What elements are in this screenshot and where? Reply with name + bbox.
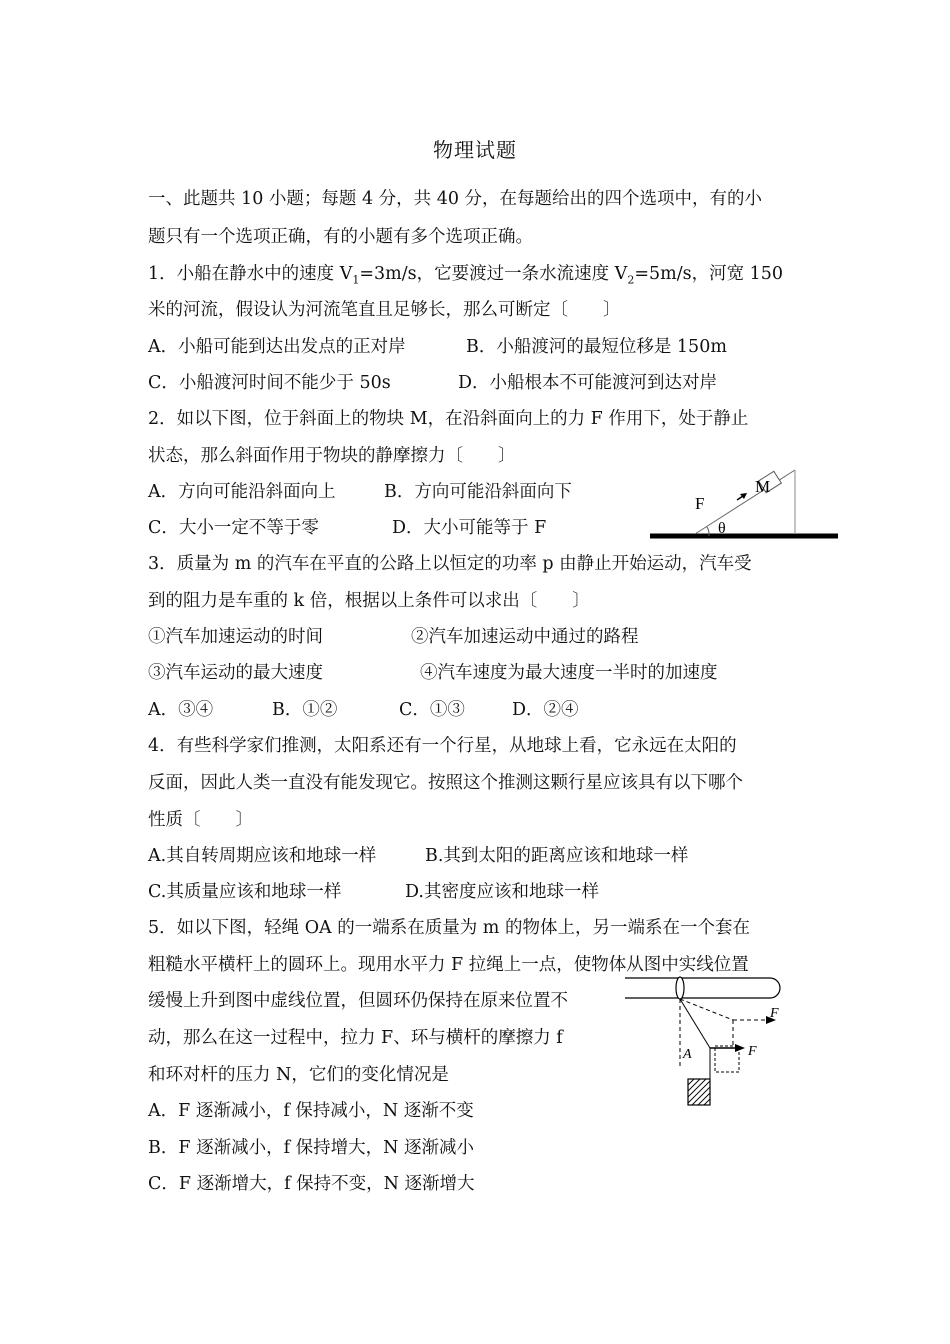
q1-sub1: 1 xyxy=(352,273,360,287)
q1-option-c: C．小船渡河时间不能少于 50s xyxy=(148,373,391,393)
q4-option-b: B.其到太阳的距离应该和地球一样 xyxy=(425,846,689,866)
label-f-upper: F xyxy=(770,1006,779,1021)
section-intro-line2: 题只有一个选项正确，有的小题有多个选项正确。 xyxy=(148,227,533,247)
label-f: F xyxy=(695,494,705,513)
q3-option-d: D．②④ xyxy=(512,700,579,720)
q5-stem-line5: 和环对杆的压力 N，它们的变化情况是 xyxy=(148,1065,449,1085)
label-a: A xyxy=(683,1047,692,1062)
q3-item-4: ④汽车速度为最大速度一半时的加速度 xyxy=(420,663,718,683)
q4-stem-line3: 性质〔 〕 xyxy=(148,810,253,830)
q4-stem-line2: 反面，因此人类一直没有能发现它。按照这个推测这颗行星应该具有以下哪个 xyxy=(148,773,743,793)
q1-option-a: A．小船可能到达出发点的正对岸 xyxy=(148,337,406,357)
q2-stem-line1: 2．如以下图，位于斜面上的物块 M，在沿斜面向上的力 F 作用下，处于静止 xyxy=(148,409,749,429)
q1-stem-line2: 米的河流，假设认为河流笔直且足够长，那么可断定〔 〕 xyxy=(148,300,621,320)
section-intro-line1: 一、此题共 10 小题；每题 4 分，共 40 分，在每题给出的四个选项中，有的小 xyxy=(148,189,763,209)
label-theta: θ xyxy=(718,520,726,537)
q1-stem-part3: =5m/s，河宽 150 xyxy=(634,264,784,284)
q1-option-d: D．小船根本不可能渡河到达对岸 xyxy=(458,373,718,393)
q4-option-d: D.其密度应该和地球一样 xyxy=(405,882,599,902)
q5-stem-line4: 动，那么在这一过程中，拉力 F、环与横杆的摩擦力 f xyxy=(148,1028,563,1048)
q1-option-b: B．小船渡河的最短位移是 150m xyxy=(466,337,727,357)
q2-incline-figure xyxy=(645,460,845,545)
page-title: 物理试题 xyxy=(433,138,517,162)
incline-surface xyxy=(695,470,795,534)
q4-option-a: A.其自转周期应该和地球一样 xyxy=(148,846,377,866)
rope-solid-upper xyxy=(680,999,710,1048)
q2-option-b: B．方向可能沿斜面向下 xyxy=(384,482,572,502)
q1-stem-part2: =3m/s，它要渡过一条水流速度 V xyxy=(359,264,628,284)
q5-stem-line3: 缓慢上升到图中虚线位置，但圆环仍保持在原来位置不 xyxy=(148,991,568,1011)
q3-option-b: B．①② xyxy=(272,700,338,720)
q5-stem-line2: 粗糙水平横杆上的圆环上。现用水平力 F 拉绳上一点，使物体从图中实线位置 xyxy=(148,955,749,975)
q5-option-b: B．F 逐渐减小，f 保持增大，N 逐渐减小 xyxy=(148,1138,474,1158)
q1-stem-part1: 1．小船在静水中的速度 V xyxy=(148,264,353,284)
q1-sub2: 2 xyxy=(627,273,635,287)
q3-option-a: A．③④ xyxy=(148,700,214,720)
q3-stem-line1: 3．质量为 m 的汽车在平直的公路上以恒定的功率 p 由静止开始运动，汽车受 xyxy=(148,554,752,574)
label-f-lower: F xyxy=(748,1044,757,1059)
q1-stem-line1 xyxy=(148,262,783,293)
rope-dashed-upper xyxy=(680,999,733,1020)
q5-stem-line1: 5．如以下图，轻绳 OA 的一端系在质量为 m 的物体上，另一端系在一个套在 xyxy=(148,918,750,938)
q2-option-d: D．大小可能等于 F xyxy=(392,518,547,538)
q4-stem-line1: 4．有些科学家们推测，太阳系还有一个行星，从地球上看，它永远在太阳的 xyxy=(148,736,737,756)
horizontal-rod xyxy=(625,978,780,998)
q3-stem-line2: 到的阻力是车重的 k 倍，根据以上条件可以求出〔 〕 xyxy=(148,591,590,611)
q5-option-c: C．F 逐渐增大，f 保持不变，N 逐渐增大 xyxy=(148,1174,475,1194)
q3-option-c: C．①③ xyxy=(399,700,465,720)
q4-option-c: C.其质量应该和地球一样 xyxy=(148,882,342,902)
label-m: M xyxy=(755,477,771,496)
force-f-solid-arrowhead xyxy=(735,1044,745,1052)
q5-rod-figure xyxy=(620,972,795,1117)
q2-option-a: A．方向可能沿斜面向上 xyxy=(148,482,336,502)
q3-item-3: ③汽车运动的最大速度 xyxy=(148,663,323,683)
q2-option-c: C．大小一定不等于零 xyxy=(148,518,319,538)
q2-stem-line2: 状态，那么斜面作用于物块的静摩擦力〔 〕 xyxy=(148,446,516,466)
ring xyxy=(676,977,684,999)
q3-item-1: ①汽车加速运动的时间 xyxy=(148,627,323,647)
q3-item-2: ②汽车加速运动中通过的路程 xyxy=(411,627,639,647)
q5-option-a: A．F 逐渐减小，f 保持减小，N 逐渐不变 xyxy=(148,1101,474,1121)
